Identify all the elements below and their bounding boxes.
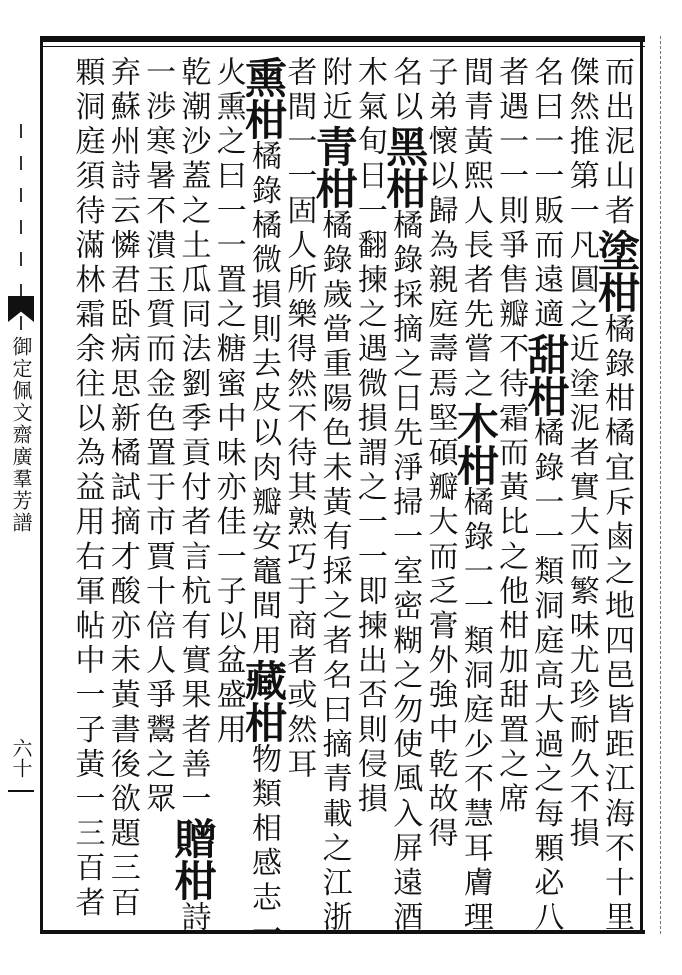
fold-title: 御定佩文齋廣羣芳譜 xyxy=(9,336,33,534)
text-column xyxy=(592,56,641,936)
text-segment: 間青黃熙人長者先嘗之 xyxy=(457,56,493,402)
text-segment: 子弟懷以歸為親庭壽焉 xyxy=(422,56,458,402)
text-segment: 名以 xyxy=(387,56,423,126)
text-segment: 橘錄橘微損則去皮以肉瓣安竈間用 xyxy=(246,140,282,659)
frame-right-rule xyxy=(640,36,643,934)
text-segment: 橘錄柑橘宜斥鹵之地四邑皆距江海不十里 xyxy=(599,313,634,936)
entry-heading: 藏柑 xyxy=(239,659,289,743)
text-segment: 物類相感志一 xyxy=(246,743,282,951)
text-column xyxy=(493,56,528,924)
text-segment: 凡圓之近塗泥者實大而繁味尤珍耐久不損 xyxy=(563,229,599,852)
entry-heading: 甜柑 xyxy=(521,332,571,417)
text-column xyxy=(309,56,359,936)
fold-page-number: 六十 xyxy=(9,738,33,778)
text-column xyxy=(69,56,104,924)
text-column xyxy=(380,56,430,936)
text-segment: 顆洞庭須待滿林霜余往以為益用右軍帖中一子黃一三百者 xyxy=(69,56,105,921)
entry-heading: 黑柑 xyxy=(380,125,430,210)
text-segment: 一渉寒暑不潰玉質而金色置于市賈十倍人爭鬻之 xyxy=(140,56,176,783)
text-segment: 火熏之曰一一置之糖蜜中味亦佳 xyxy=(210,56,246,541)
text-segment: 詩 xyxy=(175,901,211,936)
text-column xyxy=(563,56,598,924)
entry-heading: 塗柑 xyxy=(592,229,641,313)
main-text-block xyxy=(50,56,641,951)
text-column xyxy=(168,56,218,936)
frame-right-dashed-rule xyxy=(660,36,661,934)
text-column xyxy=(281,56,316,924)
text-segment: 瓣不待霜而黃比之他柑加甜置之席 xyxy=(493,298,529,818)
text-segment: 堅碩瓣大而乏膏外強中乾故得 xyxy=(422,402,458,852)
text-column xyxy=(105,56,140,924)
fold-center-rule xyxy=(40,36,43,934)
text-segment: 而出泥山者 xyxy=(599,56,634,229)
fold-page-underline xyxy=(8,790,34,792)
entry-heading: 贈柑 xyxy=(168,817,218,902)
text-segment: 橘錄採摘之日先淨掃一室密糊之勿使風入屏遠酒 xyxy=(387,209,423,936)
text-segment: 間一一固人所樂得然不待其熟巧于商者或然耳 xyxy=(281,90,317,783)
text-segment: 氣旬日一翻揀之遇微損謂之一一即揀出否則侵損 xyxy=(351,90,387,818)
text-segment: 眾 xyxy=(140,782,176,818)
text-segment: 一子以盆盛用 xyxy=(210,540,246,749)
frame-top-rule xyxy=(40,36,645,42)
text-segment: 乾潮沙蓋之土瓜同法劉季貢付者言杭有實果者善一 xyxy=(175,56,211,818)
fold-tick-marks xyxy=(8,106,34,326)
frame-top-thin-rule xyxy=(40,46,645,47)
text-segment: 者遇一一則爭售 xyxy=(493,56,529,299)
text-column xyxy=(239,56,289,951)
text-segment: 橘錄一一類洞庭少不慧耳膚理 xyxy=(457,486,493,936)
entry-heading: 木柑 xyxy=(450,402,500,486)
text-segment: 橘錄歲當重陽色未黃有採之者名曰摘青載之江浙 xyxy=(316,209,352,936)
text-column xyxy=(140,56,175,924)
text-segment: 弃蘇州詩云憐君卧病思新橘試摘才酸亦未黃書後欲題三百 xyxy=(104,56,140,921)
text-column xyxy=(521,56,571,936)
text-segment: 名曰一一販而遠適 xyxy=(528,56,564,333)
entry-heading: 熏柑 xyxy=(239,56,289,140)
text-segment: 木 xyxy=(351,56,387,91)
text-segment: 附近 xyxy=(316,56,352,126)
text-segment: 者 xyxy=(281,56,317,91)
text-segment: 傑然推第一 xyxy=(563,56,599,229)
text-column xyxy=(210,56,245,924)
text-segment: 橘錄一一類洞庭高大過之每顆必八 xyxy=(528,416,564,936)
text-column xyxy=(450,56,500,936)
entry-heading: 青柑 xyxy=(309,125,359,210)
